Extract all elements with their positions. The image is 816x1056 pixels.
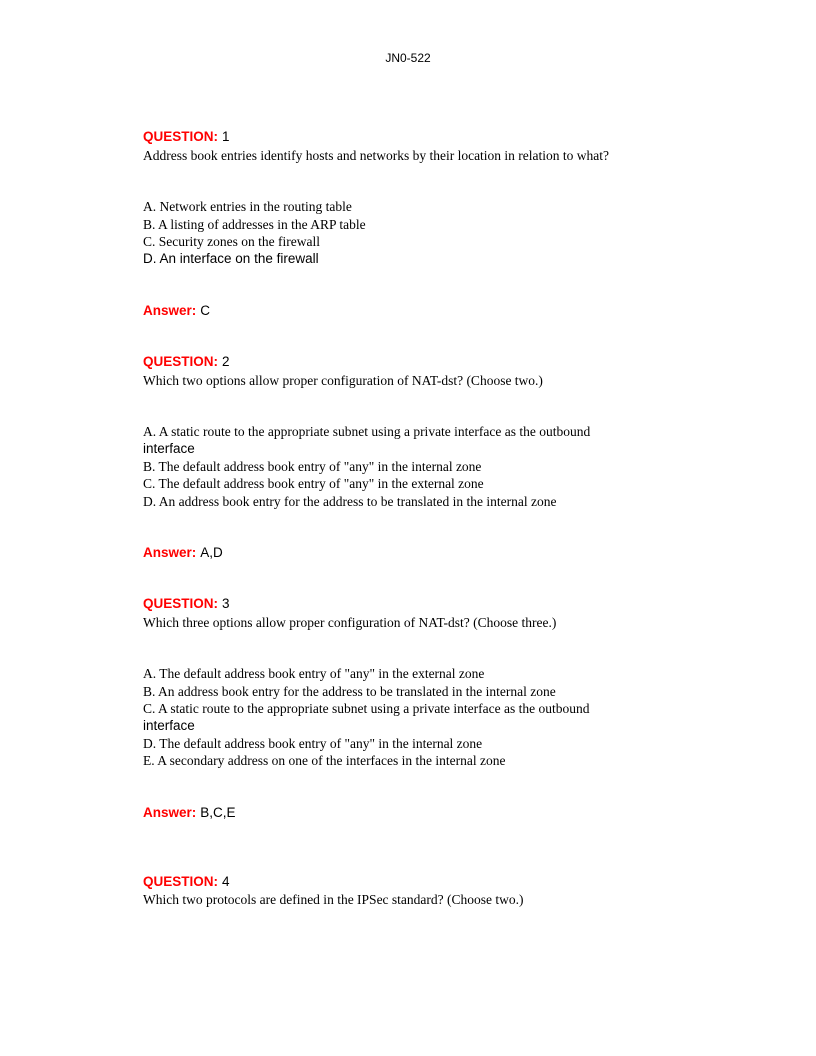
- answer-label: Answer:: [143, 805, 197, 820]
- question-label: QUESTION:: [143, 596, 219, 611]
- option: interface: [143, 441, 195, 456]
- option: D. An interface on the firewall: [143, 251, 319, 266]
- option: B. The default address book entry of "any" in the internal zone: [143, 459, 482, 474]
- question-heading: [143, 873, 230, 891]
- question-label: QUESTION:: [143, 354, 219, 369]
- question-number: 3: [222, 596, 230, 611]
- answer-label: Answer:: [143, 303, 197, 318]
- answer-value: A,D: [200, 545, 223, 560]
- answer-line: [143, 302, 210, 320]
- question-number: 4: [222, 874, 230, 889]
- option: E. A secondary address on one of the interfaces in the internal zone: [143, 753, 506, 768]
- answer-value: C: [200, 303, 211, 318]
- question-number: 2: [222, 354, 230, 369]
- option: A. The default address book entry of "any" in the external zone: [143, 666, 485, 681]
- question-text: Which two protocols are defined in the IPSec standard? (Choose two.): [143, 892, 524, 907]
- question-text: Which three options allow proper configuration of NAT-dst? (Choose three.): [143, 615, 557, 630]
- option: A. Network entries in the routing table: [143, 199, 352, 214]
- question-label: QUESTION:: [143, 874, 219, 889]
- question-label: QUESTION:: [143, 129, 219, 144]
- answer-value: B,C,E: [200, 805, 236, 820]
- question-number: 1: [222, 129, 230, 144]
- question-text: Address book entries identify hosts and networks by their location in relation to what?: [143, 148, 610, 163]
- answer-line: [143, 804, 236, 822]
- option: C. A static route to the appropriate subnet using a private interface as the outbound: [143, 701, 590, 716]
- option: B. An address book entry for the address to be translated in the internal zone: [143, 684, 556, 699]
- option: A. A static route to the appropriate subnet using a private interface as the outbound: [143, 424, 591, 439]
- answer-label: Answer:: [143, 545, 197, 560]
- option: D. The default address book entry of "any" in the internal zone: [143, 736, 483, 751]
- option: B. A listing of addresses in the ARP table: [143, 217, 366, 232]
- question-heading: [143, 353, 230, 371]
- option: C. The default address book entry of "any" in the external zone: [143, 476, 484, 491]
- question-text: Which two options allow proper configuration of NAT-dst? (Choose two.): [143, 373, 543, 388]
- question-heading: [143, 595, 230, 613]
- page-header-doc-code: JN0-522: [385, 51, 431, 65]
- option: D. An address book entry for the address to be translated in the internal zone: [143, 494, 557, 509]
- answer-line: [143, 544, 223, 562]
- option: interface: [143, 718, 195, 733]
- option: C. Security zones on the firewall: [143, 234, 320, 249]
- question-heading: [143, 128, 230, 146]
